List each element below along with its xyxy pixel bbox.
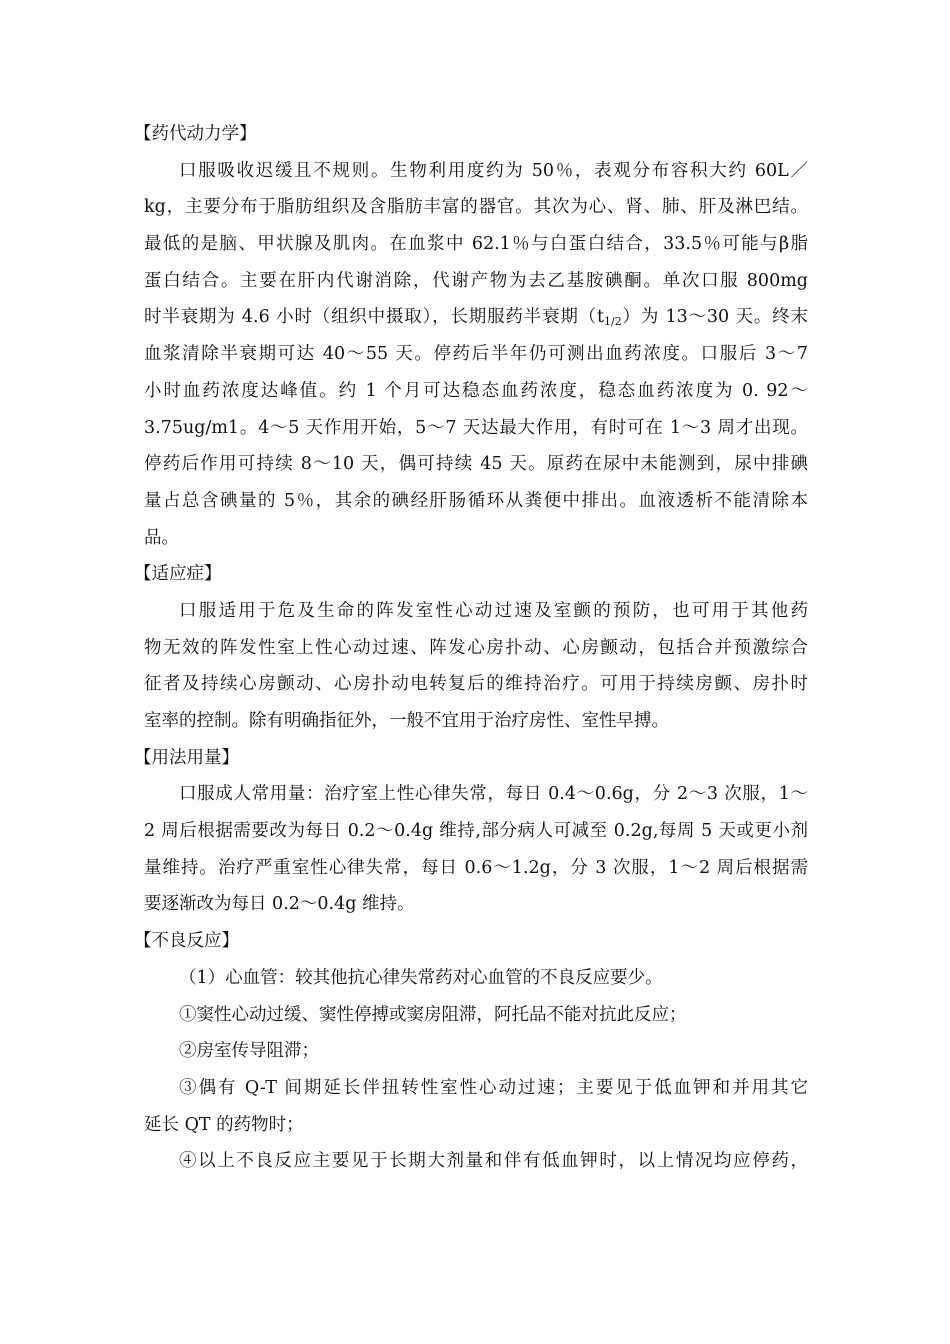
halflife-text-before: 时半衰期为 4.6 小时（组织中摄取），长期服药半衰期（t xyxy=(144,307,605,328)
halflife-subscript: 1/2 xyxy=(604,315,622,329)
section-heading-adverse-reactions: 【不良反应】 xyxy=(134,931,239,952)
paragraph-line: 征者及持续心房颤动、心房扑动电转复后的维持治疗。可用于持续房颤、房扑时 xyxy=(144,674,808,695)
paragraph-line: 口服成人常用量：治疗室上性心律失常，每日 0.4～0.6g，分 2～3 次服，1～ xyxy=(179,784,808,805)
section-heading-dosage: 【用法用量】 xyxy=(134,747,239,768)
paragraph-line: 2 周后根据需要改为每日 0.2～0.4g 维持,部分病人可减至 0.2g,每周 5 天或更小剂 xyxy=(144,821,808,842)
paragraph-line: 品。 xyxy=(144,527,179,548)
paragraph-line: 量维持。治疗严重室性心律失常，每日 0.6～1.2g，分 3 次服，1～2 周后根据需 xyxy=(144,857,808,878)
list-item: ②房室传导阻滞； xyxy=(179,1041,319,1062)
section-heading-indications: 【适应症】 xyxy=(134,564,222,585)
paragraph-line: 蛋白结合。主要在肝内代谢消除，代谢产物为去乙基胺碘酮。单次口服 800mg xyxy=(144,270,808,291)
paragraph-line: kg，主要分布于脂肪组织及含脂肪丰富的器官。其次为心、肾、肺、肝及淋巴结。 xyxy=(144,197,808,218)
section-heading-pharmacokinetics: 【药代动力学】 xyxy=(134,124,257,144)
paragraph-line: 口服适用于危及生命的阵发室性心动过速及室颤的预防，也可用于其他药 xyxy=(179,600,808,621)
paragraph-line: 血浆清除半衰期可达 40～55 天。停药后半年仍可测出血药浓度。口服后 3～7 xyxy=(144,344,808,365)
halflife-text-after: ）为 13～30 天。终末 xyxy=(621,307,808,328)
paragraph-line: 口服吸收迟缓且不规则。生物利用度约为 50％，表观分布容积大约 60L／ xyxy=(179,160,808,181)
paragraph-line: 物无效的阵发性室上性心动过速、阵发心房扑动、心房颤动，包括合并预激综合 xyxy=(144,637,808,658)
paragraph-line: 停药后作用可持续 8～10 天，偶可持续 45 天。原药在尿中未能测到，尿中排碘 xyxy=(144,454,808,475)
list-item-continuation: 延长 QT 的药物时； xyxy=(144,1114,304,1135)
paragraph-line: 要逐渐改为每日 0.2～0.4g 维持。 xyxy=(144,894,415,915)
paragraph-line: 室率的控制。除有明确指征外，一般不宜用于治疗房性、室性早搏。 xyxy=(144,711,669,731)
paragraph-line: 3.75ug/m1。4～5 天作用开始，5～7 天达最大作用，有时可在 1～3 周才出现。 xyxy=(144,417,808,438)
paragraph-line: 最低的是脑、甲状腺及肌肉。在血浆中 62.1％与白蛋白结合，33.5％可能与β脂 xyxy=(144,234,808,255)
list-item: ④以上不良反应主要见于长期大剂量和伴有低血钾时，以上情况均应停药， xyxy=(179,1151,808,1172)
list-item: ①窦性心动过缓、窦性停搏或窦房阻滞，阿托品不能对抗此反应； xyxy=(179,1004,687,1025)
document-body xyxy=(134,116,808,1180)
paragraph-line: 小时血药浓度达峰值。约 1 个月可达稳态血药浓度，稳态血药浓度为 0. 92～ xyxy=(144,380,808,401)
list-item: （1）心血管：较其他抗心律失常药对心血管的不良反应要少。 xyxy=(179,967,663,988)
paragraph-line-halflife xyxy=(144,299,808,336)
paragraph-line: 量占总含碘量的 5％，其余的碘经肝肠循环从粪便中排出。血液透析不能清除本 xyxy=(144,490,808,511)
list-item: ③偶有 Q-T 间期延长伴扭转性室性心动过速；主要见于低血钾和并用其它 xyxy=(179,1077,808,1098)
